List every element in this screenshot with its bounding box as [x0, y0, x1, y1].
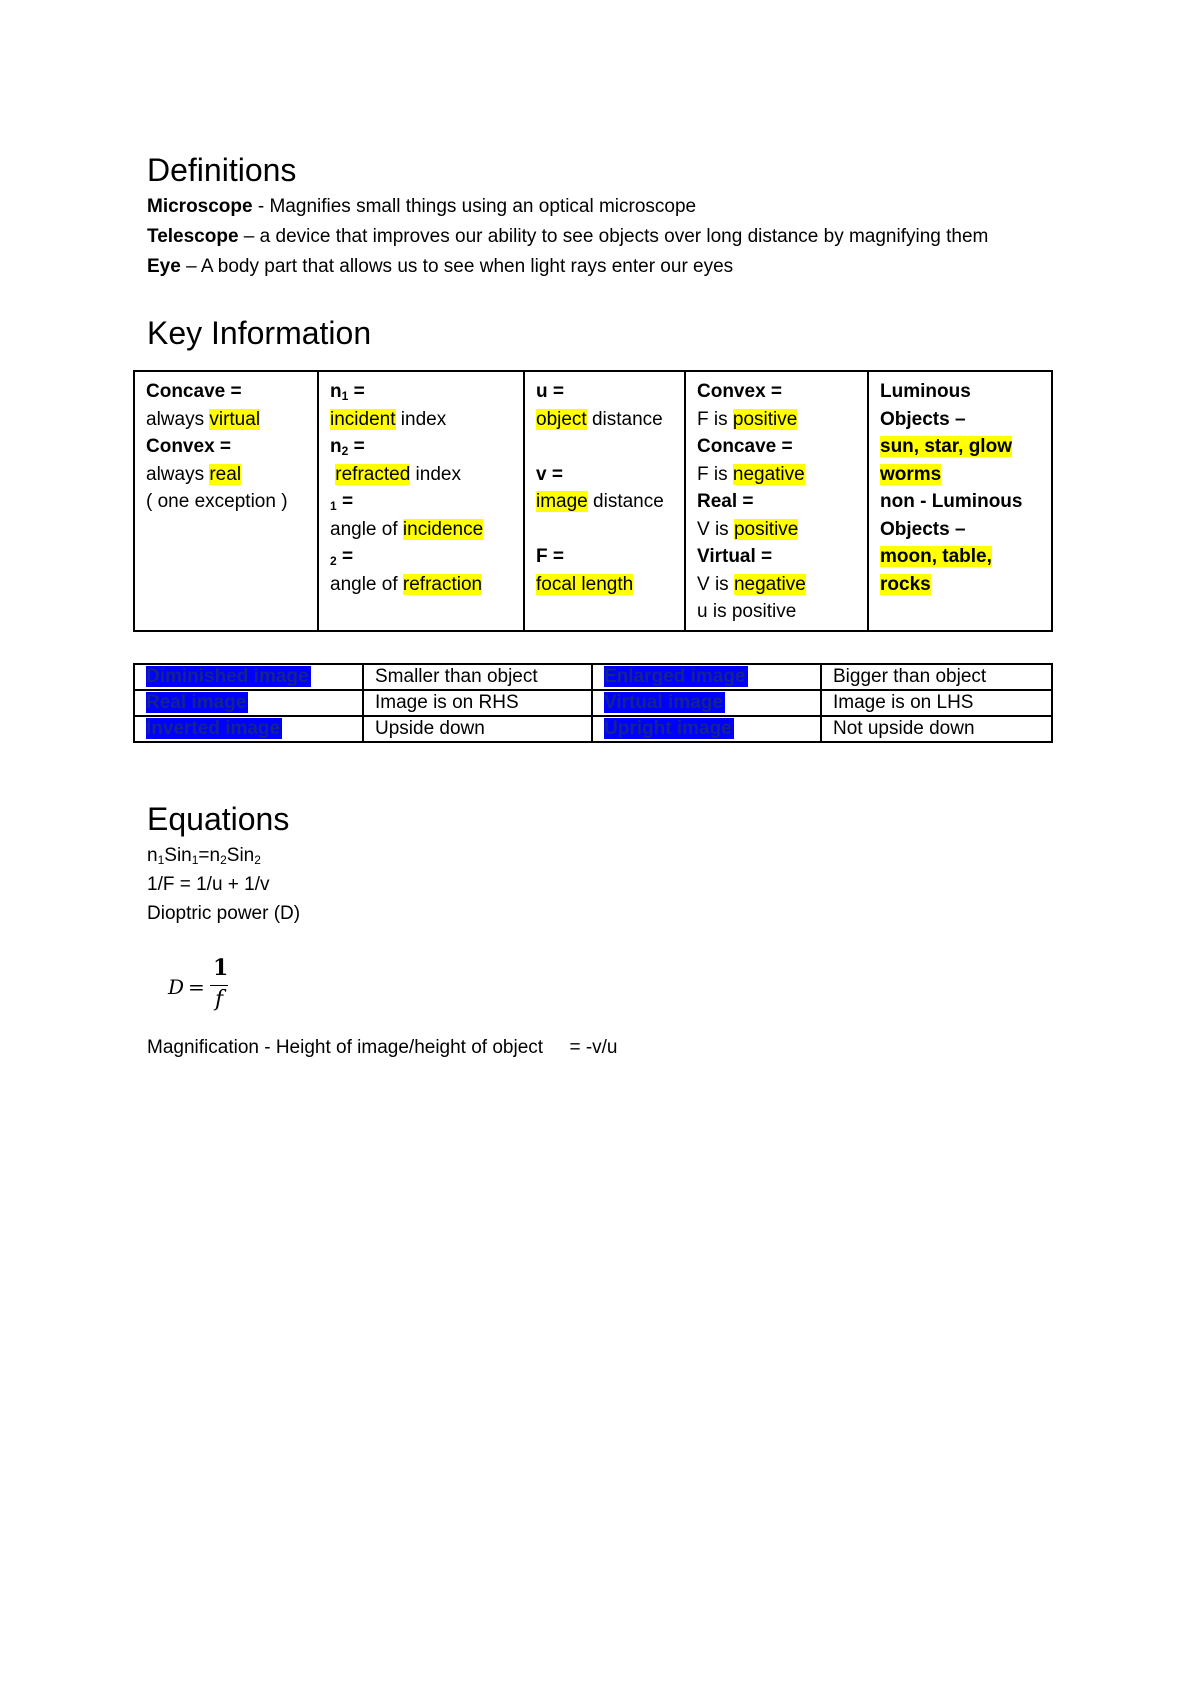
table-row	[134, 716, 1052, 742]
key-cell-lens-variables	[524, 371, 685, 631]
text: =	[336, 491, 354, 512]
text: index	[410, 463, 461, 485]
theta2-value	[330, 571, 513, 599]
dioptric-power-formula	[168, 955, 248, 1015]
image-types-table	[133, 663, 1053, 743]
term-text: Inverted image	[146, 718, 281, 739]
highlight: positive	[733, 518, 799, 540]
f-label: F =	[536, 546, 564, 567]
subscript: 2	[330, 554, 337, 568]
text: V is	[697, 518, 734, 540]
v-label: v =	[536, 463, 563, 485]
text: F is	[697, 463, 733, 485]
text: distance	[586, 408, 663, 430]
text: always	[146, 463, 210, 485]
highlight: incident	[330, 408, 396, 430]
subscript: 1	[341, 389, 349, 403]
concave-value	[146, 406, 307, 434]
subscript: 2	[254, 853, 261, 867]
image-description: Image is on RHS	[363, 690, 592, 716]
subscript: 2	[220, 853, 227, 867]
image-term	[134, 664, 363, 690]
convex-value	[146, 461, 307, 489]
n2-label	[330, 433, 513, 461]
formula-equals: =	[188, 975, 205, 999]
virtual-value	[697, 571, 857, 599]
formula-lhs: D	[168, 975, 185, 999]
key-cell-refraction	[318, 371, 524, 631]
term-text: Enlarged image	[604, 666, 746, 687]
key-cell-mirrors	[134, 371, 318, 631]
concave-value	[697, 461, 857, 489]
highlight: object	[536, 408, 587, 430]
definitions-heading: Definitions	[147, 152, 297, 188]
dioptric-power-label: Dioptric power (D)	[147, 903, 301, 924]
n1-label	[330, 378, 513, 406]
lens-equation: 1/F = 1/u + 1/v	[147, 874, 270, 895]
luminous-examples	[880, 433, 1041, 461]
f-value	[536, 571, 674, 599]
highlight: moon, table,	[880, 546, 992, 567]
definition-eye	[147, 256, 733, 279]
text: =	[336, 546, 354, 567]
table-row	[134, 664, 1052, 690]
text: Sin	[164, 845, 192, 866]
real-label: Real =	[697, 491, 754, 512]
definition-term: Telescope	[147, 226, 239, 247]
text: V is	[697, 573, 734, 595]
image-description: Not upside down	[821, 716, 1052, 742]
highlight: refraction	[402, 573, 483, 595]
u-label: u =	[536, 381, 564, 402]
image-description: Smaller than object	[363, 664, 592, 690]
key-cell-luminous	[868, 371, 1052, 631]
theta1-label	[330, 488, 513, 516]
term-text: Upright image	[604, 718, 732, 739]
highlight: real	[209, 463, 242, 485]
subscript: 1	[330, 499, 337, 513]
v-value	[536, 488, 674, 516]
text: distance	[587, 491, 664, 512]
subscript: 2	[341, 444, 349, 458]
text: =	[348, 381, 365, 402]
definition-text: - Magnifies small things using an optical microscope	[252, 196, 697, 217]
definition-microscope	[147, 196, 696, 219]
table-row	[134, 690, 1052, 716]
snells-law-equation	[147, 845, 261, 868]
text: n	[147, 845, 158, 866]
n1-value	[330, 406, 513, 434]
subscript: 1	[157, 853, 165, 867]
text: always	[146, 408, 210, 430]
u-value	[536, 406, 674, 434]
luminous-label: Luminous	[880, 381, 971, 402]
spacer	[536, 433, 674, 461]
image-term	[592, 716, 821, 742]
theta2-label	[330, 543, 513, 571]
image-term	[592, 690, 821, 716]
exception-note: ( one exception )	[146, 491, 288, 512]
key-information-table	[133, 370, 1053, 632]
objects-label: Objects –	[880, 518, 966, 540]
highlight: rocks	[880, 573, 931, 595]
text: =	[348, 436, 365, 457]
text: Sin	[226, 845, 255, 866]
non-luminous-examples	[880, 543, 1041, 571]
highlight: sun, star, glow	[880, 436, 1012, 457]
key-information-heading: Key Information	[147, 315, 372, 351]
formula-numerator: 1	[213, 955, 229, 981]
text: n	[330, 436, 342, 457]
definition-text: – a device that improves our ability to see objects over long distance by magnifying them	[238, 226, 989, 247]
image-term	[134, 716, 363, 742]
text: =n	[198, 845, 221, 866]
image-term	[134, 690, 363, 716]
text: index	[395, 408, 447, 430]
image-description: Upside down	[363, 716, 592, 742]
equations-heading: Equations	[147, 801, 290, 837]
convex-value	[697, 406, 857, 434]
n2-value	[330, 461, 513, 489]
u-positive-note: u is positive	[697, 601, 797, 622]
term-text: Real image	[146, 692, 247, 713]
highlight: incidence	[402, 518, 484, 540]
definition-telescope	[147, 226, 988, 249]
highlight: positive	[732, 408, 798, 430]
highlight: virtual	[209, 408, 261, 430]
term-text: Diminished image	[146, 666, 309, 687]
highlight: worms	[880, 463, 942, 485]
theta1-value	[330, 516, 513, 544]
term-text: Virtual image	[604, 692, 723, 713]
concave-label: Concave =	[146, 381, 242, 402]
formula-denominator: f	[215, 987, 224, 1012]
image-term	[592, 664, 821, 690]
key-cell-sign-convention	[685, 371, 868, 631]
objects-label: Objects –	[880, 408, 966, 430]
highlight: negative	[733, 573, 806, 595]
definition-term: Microscope	[147, 196, 253, 217]
definition-term: Eye	[147, 256, 181, 277]
magnification-equation: Magnification - Height of image/height of object = -v/u	[147, 1037, 618, 1058]
virtual-label: Virtual =	[697, 546, 773, 567]
subscript: 1	[191, 853, 199, 867]
non-luminous-label: non - Luminous	[880, 491, 1023, 512]
text: n	[330, 381, 342, 402]
concave-label: Concave =	[697, 436, 793, 457]
highlight: refracted	[335, 463, 411, 485]
text: angle of	[330, 518, 403, 540]
image-description: Bigger than object	[821, 664, 1052, 690]
image-description: Image is on LHS	[821, 690, 1052, 716]
highlight: image	[536, 491, 588, 512]
highlight: negative	[732, 463, 805, 485]
fraction-bar	[210, 985, 228, 986]
luminous-examples	[880, 461, 1041, 489]
convex-label: Convex =	[697, 381, 783, 402]
text: F is	[697, 408, 733, 430]
spacer	[536, 516, 674, 544]
real-value	[697, 516, 857, 544]
text: angle of	[330, 573, 403, 595]
convex-label: Convex =	[146, 436, 232, 457]
highlight: focal length	[536, 573, 634, 595]
definition-text: – A body part that allows us to see when light rays enter our eyes	[180, 256, 734, 277]
non-luminous-examples	[880, 571, 1041, 599]
